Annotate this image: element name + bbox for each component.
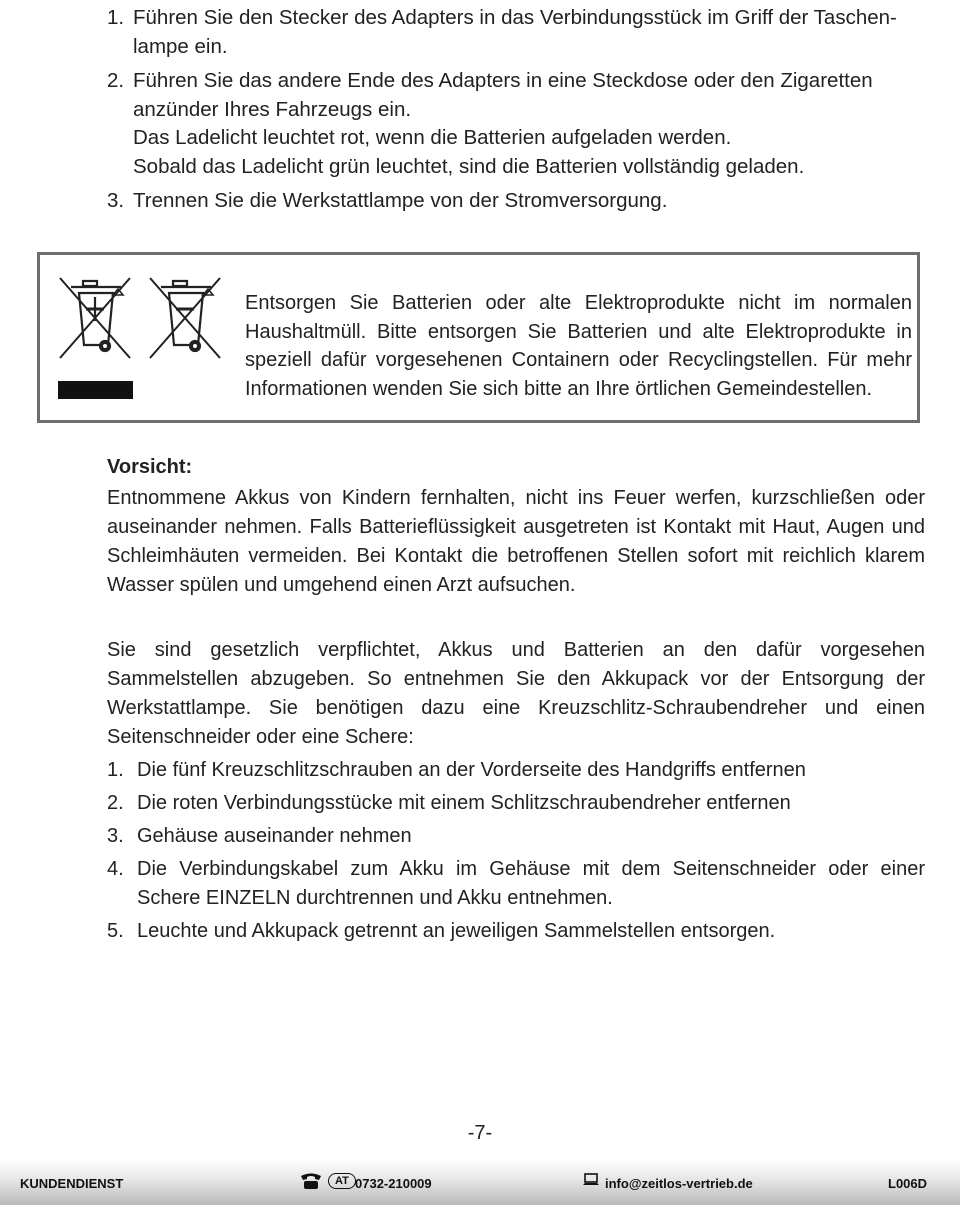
disposal-notice-text: Entsorgen Sie Batterien oder alte Elektroprodukte nicht im normalen Haushaltmüll. Bitte entsorgen Sie Batterien und alte Elektroprodukte in speziell dafür vorgesehenen Containern oder Recyclingstellen. Für mehr Informationen wenden Sie sich bitte an Ihre örtlichen Gemeindestellen.	[245, 292, 912, 400]
service-label: KUNDENDIENST	[20, 1176, 124, 1191]
warning-section	[107, 453, 925, 600]
step-number: 3.	[107, 189, 125, 212]
removal-steps	[107, 756, 925, 946]
laptop-icon	[582, 1171, 600, 1192]
list-item-number: 3.	[107, 825, 124, 847]
list-item-number: 2.	[107, 792, 124, 814]
crossed-out-bin-icon	[150, 278, 220, 358]
product-code: L006D	[888, 1176, 928, 1191]
list-item	[107, 789, 925, 818]
disposal-icons	[55, 273, 235, 403]
step-line: Trennen Sie die Werkstattlampe von der Stromversorgung.	[133, 189, 668, 212]
list-item	[107, 822, 925, 851]
footer-bar	[0, 1159, 960, 1205]
step-line: Führen Sie das andere Ende des Adapters in eine Steckdose oder den Zigaretten	[133, 69, 873, 92]
step-line: Führen Sie den Stecker des Adapters in das Verbindungsstück im Griff der Taschen-	[133, 6, 897, 29]
charging-steps	[107, 4, 927, 216]
charging-step	[107, 67, 927, 181]
legal-text: Sie sind gesetzlich verpflichtet, Akkus und Batterien an den dafür vorgesehen Sammelstellen abzugeben. So entnehmen Sie den Akkupack vor der Entsorgung der Werkstattlampe. Sie benötigen dazu eine Kreuzschlitz-Schraubendreher und einen Seitenschneider oder eine Schere:	[107, 639, 925, 748]
step-number: 2.	[107, 69, 125, 92]
email-link[interactable]: info@zeitlos-vertrieb.de	[605, 1176, 753, 1191]
phone-number[interactable]: 0732-210009	[355, 1176, 432, 1191]
page-number: -7-	[467, 1122, 493, 1144]
list-item-number: 5.	[107, 920, 124, 942]
step-line: Sobald das Ladelicht grün leuchtet, sind die Batterien vollständig geladen.	[133, 154, 805, 178]
list-item	[107, 855, 925, 913]
country-badge: AT	[328, 1173, 356, 1189]
list-item-text: Die roten Verbindungsstücke mit einem Schlitzschraubendreher entfernen	[137, 792, 791, 814]
list-item	[107, 917, 925, 946]
legal-section	[107, 636, 925, 950]
step-line: lampe ein.	[133, 34, 228, 58]
list-item-text: Die fünf Kreuzschlitzschrauben an der Vorderseite des Handgriffs entfernen	[137, 759, 806, 781]
list-item	[107, 756, 925, 785]
list-item-number: 4.	[107, 858, 124, 880]
warning-title: Vorsicht:	[107, 456, 193, 478]
crossed-out-bin-icon	[58, 278, 133, 399]
charging-step	[107, 4, 927, 61]
list-item-text: Die Verbindungskabel zum Akku im Gehäuse mit dem Seitenschneider oder einer Schere EINZELN durchtrennen und Akku entnehmen.	[137, 858, 925, 909]
warning-text: Entnommene Akkus von Kindern fernhalten, nicht ins Feuer werfen, kurzschließen oder auseinander nehmen. Falls Batterieflüssigkeit ausgetreten ist Kontakt mit Haut, Augen und Schleimhäuten vermeiden. Bei Kontakt die betroffenen Stellen sofort mit reichlich klarem Wasser spülen und umgehend einen Arzt aufsuchen.	[107, 487, 925, 596]
list-item-text: Gehäuse auseinander nehmen	[137, 825, 412, 847]
charging-step	[107, 187, 927, 216]
list-item-text: Leuchte und Akkupack getrennt an jeweiligen Sammelstellen entsorgen.	[137, 920, 776, 942]
step-line: anzünder Ihres Fahrzeugs ein.	[133, 97, 412, 121]
disposal-notice-box	[37, 252, 920, 423]
phone-icon	[299, 1172, 323, 1193]
step-number: 1.	[107, 6, 125, 29]
step-line: Das Ladelicht leuchtet rot, wenn die Batterien aufgeladen werden.	[133, 126, 732, 149]
list-item-number: 1.	[107, 759, 124, 781]
